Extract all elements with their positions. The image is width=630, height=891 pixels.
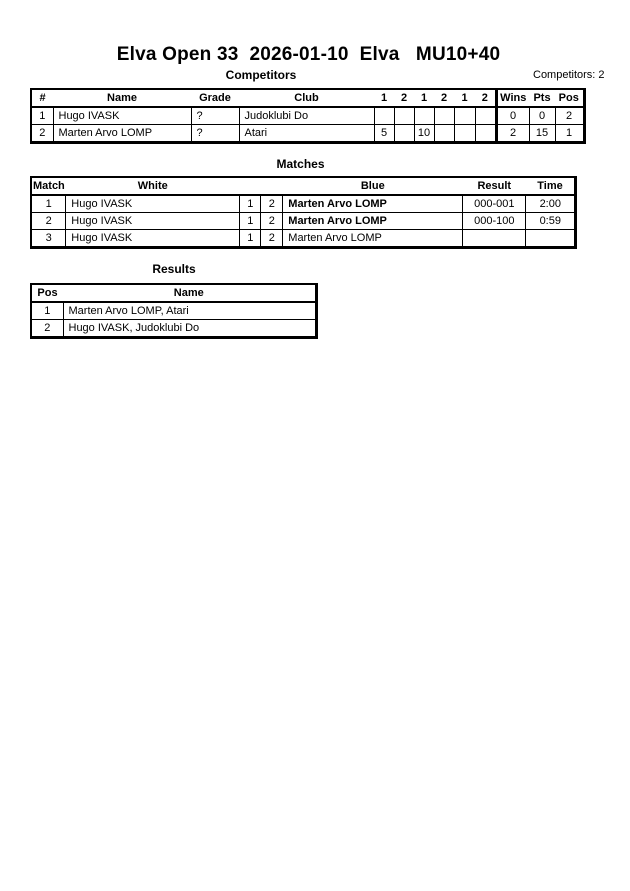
match-result: 000-001: [463, 195, 526, 213]
competitor-score-cell: [394, 107, 414, 125]
matches-header-spacer: [240, 177, 261, 195]
match-blue-name: Marten Arvo LOMP: [283, 213, 463, 230]
competitor-pts: 0: [529, 107, 555, 125]
competitor-score-cell: [475, 125, 496, 143]
competitor-row: [31, 125, 584, 143]
competitor-score-cell: 5: [374, 125, 394, 143]
competitors-header-score-4: 2: [434, 89, 454, 107]
competitor-wins: 2: [496, 125, 529, 143]
matches-header-result: Result: [463, 177, 526, 195]
match-white-draw-number: 1: [240, 230, 261, 248]
competitors-header-pos: Pos: [555, 89, 584, 107]
result-pos: 1: [31, 302, 63, 320]
competitors-header-name: Name: [53, 89, 191, 107]
competitor-name: Hugo IVASK: [53, 107, 191, 125]
match-blue-name: Marten Arvo LOMP: [283, 195, 463, 213]
competitors-header-pts: Pts: [529, 89, 555, 107]
competitors-count-label: Competitors: 2: [533, 69, 605, 81]
match-row: [31, 230, 576, 248]
page-title: Elva Open 33 2026-01-10 Elva MU10+40: [116, 44, 501, 65]
match-blue-draw-number: 2: [261, 230, 283, 248]
result-row: [31, 320, 316, 338]
competitors-header-num: #: [31, 89, 53, 107]
matches-header-match: Match: [31, 177, 66, 195]
competitors-header-score-1: 1: [374, 89, 394, 107]
competitor-wins: 0: [496, 107, 529, 125]
competitor-pts: 15: [529, 125, 555, 143]
competitor-num: 2: [31, 125, 53, 143]
competitor-score-cell: [434, 107, 454, 125]
competitor-pos: 2: [555, 107, 584, 125]
competitors-header-score-5: 1: [454, 89, 475, 107]
match-blue-draw-number: 2: [261, 213, 283, 230]
matches-header-blue: Blue: [283, 177, 463, 195]
competitor-num: 1: [31, 107, 53, 125]
competitor-name: Marten Arvo LOMP: [53, 125, 191, 143]
matches-table: [30, 176, 577, 249]
results-table: [30, 283, 318, 339]
match-result: [463, 230, 526, 248]
competitors-header-score-2: 2: [394, 89, 414, 107]
match-row: [31, 213, 576, 230]
match-white-draw-number: 1: [240, 195, 261, 213]
competitors-section-title: Competitors: [225, 68, 297, 82]
competitors-header-score-3: 1: [414, 89, 434, 107]
competitors-header-grade: Grade: [191, 89, 239, 107]
competitor-score-cell: [394, 125, 414, 143]
competitor-score-cell: 10: [414, 125, 434, 143]
matches-header-time: Time: [526, 177, 576, 195]
result-name: Marten Arvo LOMP, Atari: [63, 302, 316, 320]
match-blue-draw-number: 2: [261, 195, 283, 213]
competitors-header-row: [31, 89, 584, 107]
match-time: 0:59: [526, 213, 576, 230]
match-number: 2: [31, 213, 66, 230]
competitor-score-cell: [414, 107, 434, 125]
competitor-grade: ?: [191, 107, 239, 125]
competitor-club: Judoklubi Do: [239, 107, 374, 125]
match-blue-name: Marten Arvo LOMP: [283, 230, 463, 248]
competitor-row: [31, 107, 584, 125]
match-time: 2:00: [526, 195, 576, 213]
match-white-name: Hugo IVASK: [66, 195, 240, 213]
matches-header-white: White: [66, 177, 240, 195]
matches-header-row: [31, 177, 576, 195]
results-header-name: Name: [63, 284, 316, 302]
competitors-table: [30, 88, 586, 144]
result-row: [31, 302, 316, 320]
results-header-pos: Pos: [31, 284, 63, 302]
competitor-score-cell: [475, 107, 496, 125]
match-white-name: Hugo IVASK: [66, 213, 240, 230]
competitors-header-score-6: 2: [475, 89, 496, 107]
match-time: [526, 230, 576, 248]
competitors-header-wins: Wins: [496, 89, 529, 107]
competitors-header-club: Club: [239, 89, 374, 107]
competitor-score-cell: [454, 125, 475, 143]
competitor-grade: ?: [191, 125, 239, 143]
match-row: [31, 195, 576, 213]
matches-section-title: Matches: [276, 157, 325, 171]
result-name: Hugo IVASK, Judoklubi Do: [63, 320, 316, 338]
competitor-score-cell: [374, 107, 394, 125]
competitor-score-cell: [454, 107, 475, 125]
results-section-title: Results: [152, 262, 196, 276]
result-pos: 2: [31, 320, 63, 338]
match-number: 1: [31, 195, 66, 213]
matches-header-spacer: [261, 177, 283, 195]
results-header-row: [31, 284, 316, 302]
match-white-draw-number: 1: [240, 213, 261, 230]
competitor-club: Atari: [239, 125, 374, 143]
competitor-score-cell: [434, 125, 454, 143]
match-white-name: Hugo IVASK: [66, 230, 240, 248]
match-number: 3: [31, 230, 66, 248]
competitor-pos: 1: [555, 125, 584, 143]
match-result: 000-100: [463, 213, 526, 230]
